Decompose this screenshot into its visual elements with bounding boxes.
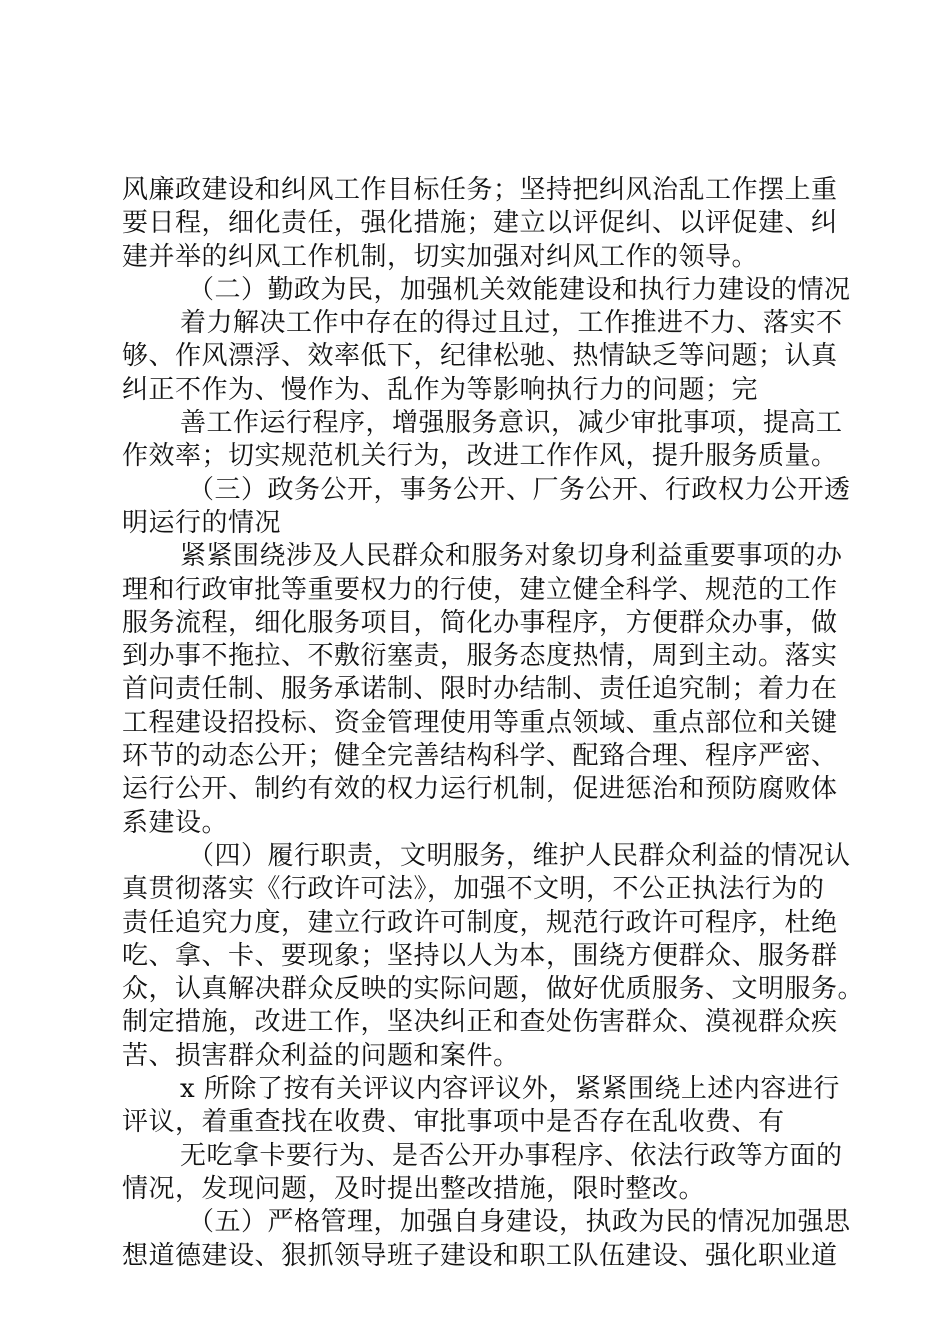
section-heading: （五）严格管理，加强自身建设，执政为民的情况加强思 bbox=[188, 1207, 851, 1238]
text-line: 工程建设招投标、资金管理使用等重点领域、重点部位和关键 bbox=[122, 707, 838, 738]
text-line: 无吃拿卡要行为、是否公开办事程序、依法行政等方面的 bbox=[180, 1140, 843, 1171]
text-line: 想道德建设、狠抓领导班子建设和职工队伍建设、强化职业道 bbox=[122, 1240, 838, 1271]
text-line: 运行公开、制约有效的权力运行机制，促进惩治和预防腐败体 bbox=[122, 774, 838, 805]
text-line: 明运行的情况 bbox=[122, 507, 282, 538]
text-line: 吃、拿、卡、要现象；坚持以人为本，围绕方便群众、服务群 bbox=[122, 940, 838, 971]
text-line: 首问责任制、服务承诺制、限时办结制、责任追究制；着力在 bbox=[122, 674, 838, 705]
text-line: 作效率；切实规范机关行为，改进工作作风，提升服务质量。 bbox=[122, 441, 838, 472]
text-line: 众，认真解决群众反映的实际问题，做好优质服务、文明服务。 bbox=[122, 974, 865, 1005]
text-line: 制定措施，改进工作，坚决纠正和查处伤害群众、漠视群众疾 bbox=[122, 1007, 838, 1038]
text-line: 要日程，细化责任，强化措施；建立以评促纠、以评促建、纠 bbox=[122, 208, 838, 239]
text-line: 环节的动态公开；健全完善结构科学、配臵合理、程序严密、 bbox=[122, 741, 838, 772]
text-line: 评议，着重查找在收费、审批事项中是否存在乱收费、有 bbox=[122, 1107, 785, 1138]
text-line: 系建设。 bbox=[122, 807, 229, 838]
text-line: 纠正不作为、慢作为、乱作为等影响执行力的问题；完 bbox=[122, 374, 759, 405]
text-line: 责任追究力度，建立行政许可制度，规范行政许可程序，杜绝 bbox=[122, 907, 838, 938]
text-line: 紧紧围绕涉及人民群众和服务对象切身利益重要事项的办 bbox=[180, 541, 843, 572]
text-line: 着力解决工作中存在的得过且过，工作推进不力、落实不 bbox=[180, 308, 843, 339]
section-heading: （二）勤政为民，加强机关效能建设和执行力建设的情况 bbox=[188, 274, 851, 305]
section-heading: （三）政务公开，事务公开、厂务公开、行政权力公开透 bbox=[188, 474, 851, 505]
text-line: 风廉政建设和纠风工作目标任务；坚持把纠风治乱工作摆上重 bbox=[122, 175, 838, 205]
text-line: 到办事不拖拉、不敷衍塞责，服务态度热情，周到主动。落实 bbox=[122, 641, 838, 672]
text-line: 情况，发现问题，及时提出整改措施，限时整改。 bbox=[122, 1173, 706, 1204]
text-line: 建并举的纠风工作机制，切实加强对纠风工作的领导。 bbox=[122, 241, 759, 272]
text-line: 真贯彻落实《行政许可法》，加强不文明，不公正执法行为的 bbox=[122, 874, 825, 905]
text-line: 理和行政审批等重要权力的行使，建立健全科学、规范的工作 bbox=[122, 574, 838, 605]
text-line: 苦、损害群众利益的问题和案件。 bbox=[122, 1040, 520, 1071]
text-line: 够、作风漂浮、效率低下，纪律松驰、热情缺乏等问题；认真 bbox=[122, 341, 838, 372]
section-heading: （四）履行职责，文明服务，维护人民群众利益的情况认 bbox=[188, 840, 851, 871]
text-line: x 所除了按有关评议内容评议外，紧紧围绕上述内容进行 bbox=[180, 1074, 840, 1105]
document-body bbox=[122, 174, 865, 1273]
text-line: 善工作运行程序，增强服务意识，减少审批事项，提高工 bbox=[180, 408, 843, 439]
text-line: 服务流程，细化服务项目，简化办事程序，方便群众办事，做 bbox=[122, 607, 838, 638]
